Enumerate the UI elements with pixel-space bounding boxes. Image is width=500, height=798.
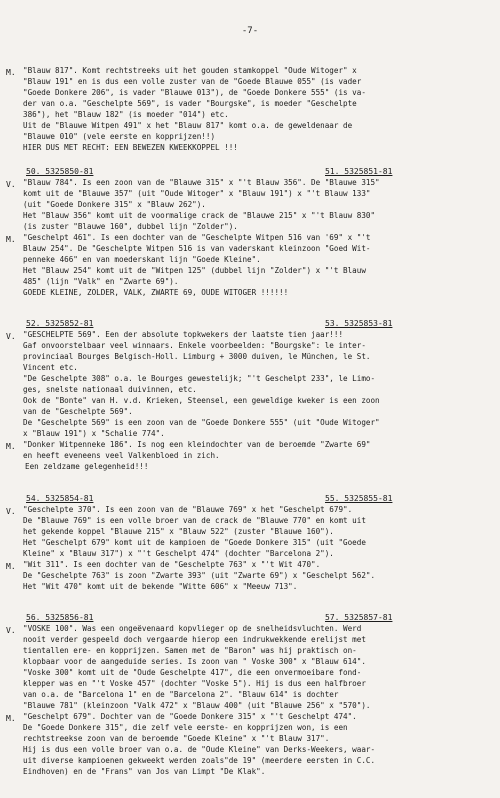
text-line: De "Blauwe 769" is een volle broer van de crack de "Blauwe 770" en komt uit	[23, 516, 366, 525]
entry-marker: M.	[6, 68, 16, 77]
text-line: "Goede Donkere 206", is vader "Blauwe 013"), de "Goede Donkere 555" (is va-	[23, 88, 366, 97]
text-line: De "Goede Donkere 315", die zelf vele eerste- en kopprijzen won, is een	[23, 723, 348, 732]
text-line: Blauw 254". De "Geschelpte Witpen 516 is van vaderskant kleinzoon "Goed Wit-	[23, 244, 371, 253]
text-line: "Blauw 784". Is een zoon van de "Blauwe 315" x "'t Blauw 356". De "Blauwe 315"	[23, 178, 380, 187]
entry-marker: M.	[6, 562, 16, 571]
text-line: rechtstreekse zoon van de beroemde "Goede Kleine" x "'t Blauw 317".	[23, 734, 330, 743]
text-line: Het "Blauw 254" komt uit de "Witpen 125" (dubbel lijn "Zolder") x "'t Blauw	[23, 266, 366, 275]
text-line: Het "Blauw 356" komt uit de voormalige crack de "Blauwe 215" x "'t Blauw 830"	[23, 211, 376, 220]
section-header-right: 53. 5325853-81	[325, 319, 393, 328]
text-line: Het "Geschelpt 679" komt uit de kampioen de "Goede Donkere 315" (uit "Goede	[23, 538, 366, 547]
text-line: De "Geschelpte 569" is een zoon van de "Goede Donkere 555" (uit "Oude Witoger"	[23, 418, 380, 427]
text-line: en heeft eveneens veel Valkenbloed in zich.	[23, 451, 220, 460]
section-header-left: 54. 5325854-81	[26, 494, 94, 503]
section-header-right: 57. 5325857-81	[325, 613, 393, 622]
text-line: der van o.a. "Geschelpte 569", is vader "Bourgske", is moeder "Geschelpte	[23, 99, 357, 108]
text-line: x "Blauw 191") x "Schalie 774".	[23, 429, 165, 438]
entry-marker: V.	[6, 332, 16, 341]
text-line: "Geschelpt 461". Is een dochter van de "Geschelpte Witpen 516 van '69" x "'t	[23, 233, 371, 242]
text-line: uit diverse kampioenen gekweekt werden zoals"de 19" (meerdere eersten in C.C.	[23, 756, 376, 765]
text-line: "Wit 311". Is een dochter van de "Geschelpte 763" x "'t Wit 470".	[23, 560, 321, 569]
text-line: Uit de "Blauwe Witpen 491" x het "Blauw 817" komt o.a. de geweldenaar de	[23, 121, 353, 130]
text-line: "VOSKE 100". Was een ongeëvenaard kopvlieger op de snelheidsvluchten. Werd	[23, 624, 362, 633]
section-header-left: 52. 5325852-81	[26, 319, 94, 328]
text-line: nooit verder gespeeld doch vergaarde hierop een indrukwekkende erelijst met	[23, 635, 366, 644]
section-header-left: 56. 5325856-81	[26, 613, 94, 622]
text-line: "Blauw 817". Komt rechtstreeks uit het gouden stamkoppel "Oude Witoger" x	[23, 66, 357, 75]
text-line: Ook de "Bonte" van H. v.d. Krieken, Steensel, een geweldige kweker is een zoon	[23, 396, 380, 405]
text-line: De "Geschelpte 763" is zoon "Zwarte 393" (uit "Zwarte 69") x "Geschelpt 562".	[23, 571, 376, 580]
text-line: "Blauw 191" en is dus een volle zuster van de "Goede Blauwe 055" (is vader	[23, 77, 362, 86]
text-line: (is zuster "Blauwe 160", dubbel lijn "Zolder").	[23, 222, 238, 231]
entry-marker: M.	[6, 714, 16, 723]
text-line: (uit "Goede Donkere 315" x "Blauw 262").	[23, 200, 206, 209]
text-line: klopbaar voor de aangeduide series. Is zoon van " Voske 300" x "Blauw 614".	[23, 657, 366, 666]
text-line: penneke 466" en van moederskant lijn "Goede Kleine".	[23, 255, 261, 264]
text-line: "Geschelpt 679". Dochter van de "Goede Donkere 315" x "'t Geschelpt 474".	[23, 712, 357, 721]
entry-marker: M.	[6, 235, 16, 244]
entry-marker: V.	[6, 507, 16, 516]
text-line: "Donker Witpenneke 186". Is nog een kleindochter van de beroemde "Zwarte 69"	[23, 440, 371, 449]
section-header-right: 51. 5325851-81	[325, 167, 393, 176]
section-header-left: 50. 5325850-81	[26, 167, 94, 176]
text-line: Eindhoven) en de "Frans" van Jos van Limpt "De Klak".	[23, 767, 266, 776]
text-line: Kleine" x "Blauw 317") x "'t Geschelpt 474" (dochter "Barcelona 2").	[23, 549, 334, 558]
page-number: -7-	[241, 26, 259, 36]
entry-marker: M.	[6, 442, 16, 451]
text-line: ges, snelste nationaal duivinnen, etc.	[23, 385, 197, 394]
text-line: "Geschelpte 370". Is een zoon van de "Blauwe 769" x het "Geschelpt 679".	[23, 505, 353, 514]
text-line: HIER DUS MET RECHT: EEN BEWEZEN KWEEKKOPPEL !!!	[23, 143, 238, 152]
text-line: van o.a. de "Barcelona 1" en de "Barcelona 2". "Blauw 614" is dochter	[23, 690, 339, 699]
text-line: GOEDE KLEINE, ZOLDER, VALK, ZWARTE 69, OUDE WITOGER !!!!!!	[23, 288, 289, 297]
text-line: Het "Wit 470" komt uit de bekende "Witte 606" x "Meeuw 713".	[23, 582, 298, 591]
text-line: "Blauwe 781" (kleinzoon "Valk 472" x "Blauw 400" (uit "Blauwe 256" x "570").	[23, 701, 371, 710]
text-line: Vincent etc.	[23, 363, 78, 372]
text-line: het gekende koppel "Blauwe 215" x "Blauw 522" (zuster "Blauwe 160").	[23, 527, 334, 536]
text-line: Gaf onvoorstelbaar veel winnaars. Enkele voorbeelden: "Bourgske": le inter-	[23, 341, 366, 350]
entry-marker: V.	[6, 180, 16, 189]
text-line: klepper was en "'t Voske 457" (dochter "Voske 5"). Hij is dus een halfbroer	[23, 679, 366, 688]
text-line: tientallen ere- en kopprijzen. Samen met de "Baron" was hij praktisch on-	[23, 646, 357, 655]
text-line: Hij is dus een volle broer van o.a. de "Oude Kleine" van Derks-Weekers, waar-	[23, 745, 376, 754]
text-line: van de "Geschelpte 569".	[23, 407, 133, 416]
text-line: komt uit de "Blauwe 357" (uit "Oude Witoger" x "Blauw 191") x "'t Blauw 133"	[23, 189, 371, 198]
text-line: "De Geschelpte 308" o.a. le Bourges gewestelijk; "'t Geschelpt 233", le Limo-	[23, 374, 376, 383]
text-line: 485" (lijn "Valk" en "Zwarte 69").	[23, 277, 179, 286]
text-line: "GESCHELPTE 569". Een der absolute topkwekers der laatste tien jaar!!!	[23, 330, 344, 339]
text-line: "Blauwe 010" (vele eerste en kopprijzen!!)	[23, 132, 216, 141]
entry-marker: V.	[6, 626, 16, 635]
text-line: "Voske 300" komt uit de "Oude Geschelpte 417", die een onvermoeibare fond-	[23, 668, 362, 677]
text-line: provinciaal Bourges Belgisch-Holl. Limburg + 3000 duiven, le München, le St.	[23, 352, 371, 361]
text-line: 386"), het "Blauw 182" (is moeder "014") etc.	[23, 110, 229, 119]
text-line: Een zeldzame gelegenheid!!!	[25, 462, 149, 471]
section-header-right: 55. 5325855-81	[325, 494, 393, 503]
